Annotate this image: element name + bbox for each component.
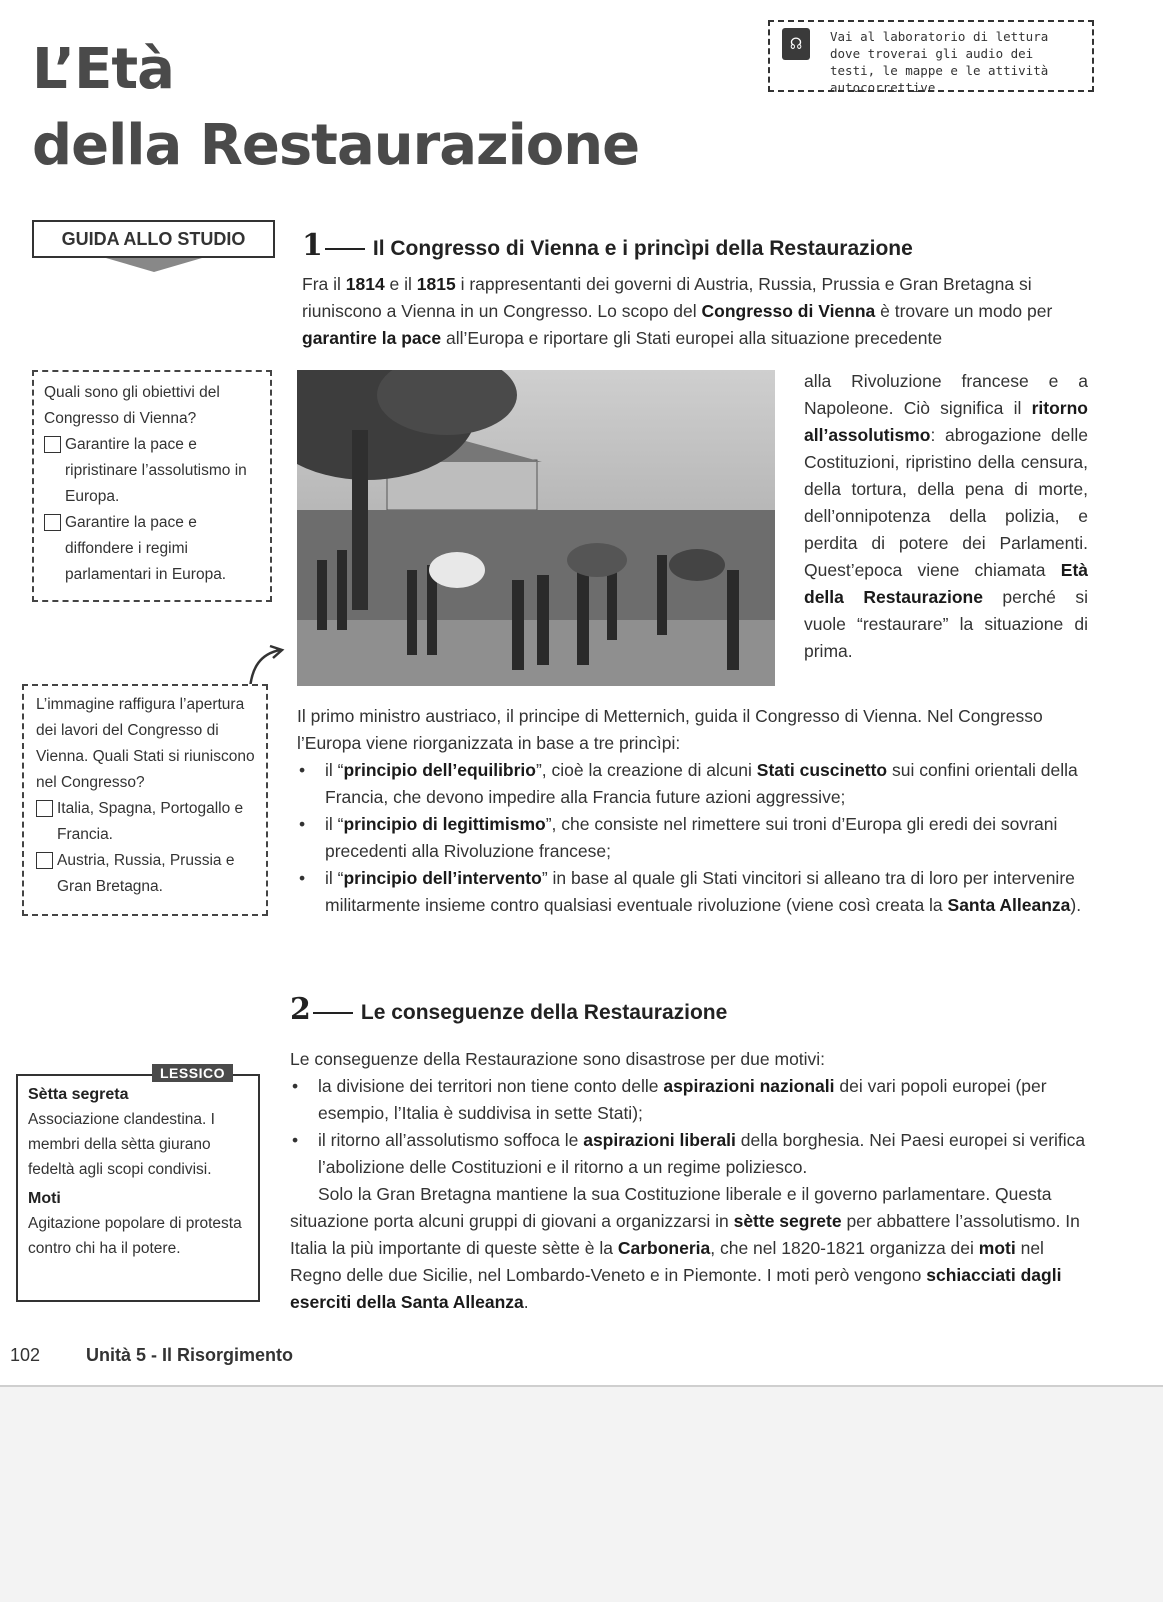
question-1-checkbox-1[interactable] (44, 436, 61, 453)
question-box-2 (22, 684, 268, 916)
principle-legitimism: • il “principio di legittimismo”, che consiste nel rimettere sui troni d’Europa gli eredi dei sovrani precedenti alla Rivoluzione francese; (297, 811, 1092, 865)
glossary-box (16, 1074, 260, 1302)
section-1-rule (325, 248, 365, 250)
page-number: 102 (10, 1345, 41, 1365)
section-1-side-text: alla Rivoluzione francese e a Napoleone. Ciò significa il ritorno all’assolutismo: abrogazione delle Costituzioni, ripristino della censura, della tortura, della pena di morte, dell’onnipotenza della polizia, e perdita di potere dei Parlamenti. Quest’epoca viene chiamata Età della Restaurazione perché si vuole “restaurare” la situazione di prima. (804, 371, 1088, 661)
section-2-text: Le conseguenze della Restaurazione sono disastrose per due motivi: • la divisione dei territori non tiene conto delle aspirazioni nazionali dei vari popoli europei (per esempio, l’Italia è suddivisa in sette Stati); • il ritorno all’assolutismo soffoca le aspirazioni liberali della borghesia. Nei Paesi europei si verifica l’abolizione delle Costituzioni e il ritorno a un regime poliziesco. Solo la Gran Bretagna mantiene la sua Costituzione liberale e il governo parlamentare. Questa situazione porta alcuni gruppi di giovani a organizzarsi in sètte segrete per abbattere l’assolutismo. In Italia la più importante di queste sètte è la Carboneria, che nel 1820-1821 organizza dei moti nel Regno delle due Sicilie, nel Lombardo-Veneto e in Piemonte. I moti però vengono schiacciati dagli eserciti della Santa Alleanza. (290, 1046, 1092, 1316)
title-line-1: L’Età (32, 37, 174, 102)
question-1-checkbox-2[interactable] (44, 514, 61, 531)
section-1-paragraph-1: Fra il 1814 e il 1815 i rappresentanti dei governi di Austria, Russia, Prussia e Gran Bretagna si riuniscono a Vienna in un Congresso. Lo scopo del Congresso di Vienna è trovare un modo per garantire la pace all’Europa e riportare gli Stati europei alla situazione precedente (302, 274, 1053, 348)
engraving-image (297, 370, 775, 686)
consequences-list (290, 1073, 1092, 1181)
question-1-option-1 (44, 432, 260, 510)
page-footer (10, 1345, 293, 1366)
consequence-national: • la divisione dei territori non tiene conto delle aspirazioni nazionali dei vari popoli europei (per esempio, l’Italia è suddivisa in sette Stati); (290, 1073, 1092, 1127)
page-edge (0, 1385, 1163, 1602)
glossary-term-1: Sètta segreta (28, 1086, 129, 1103)
question-2-option-1 (36, 796, 256, 848)
study-guide-arrow (106, 258, 202, 272)
unit-title: Unità 5 - Il Risorgimento (86, 1345, 294, 1365)
title-line-2: della Restaurazione (32, 113, 640, 178)
question-2-checkbox-1[interactable] (36, 800, 53, 817)
question-2-text: L’immagine raffigura l’apertura dei lavori del Congresso di Vienna. Quali Stati si riuniscono nel Congresso? (36, 696, 255, 791)
question-2-option-2 (36, 848, 256, 900)
study-guide-label: GUIDA ALLO STUDIO (32, 220, 275, 258)
question-box-1 (32, 370, 272, 602)
glossary-tag: LESSICO (152, 1064, 233, 1082)
section-2-rule (313, 1012, 353, 1014)
question-2-option-2-label: Austria, Russia, Prussia e Gran Bretagna. (57, 852, 235, 895)
glossary-def-2: Agitazione popolare di protesta contro chi ha il potere. (28, 1215, 242, 1257)
glossary-def-1: Associazione clandestina. I membri della sètta giurano fedeltà agli scopi condivisi. (28, 1111, 215, 1178)
section-1-number: 1 (302, 228, 323, 263)
question-1-text: Quali sono gli obiettivi del Congresso di Vienna? (44, 384, 220, 427)
question-2-checkbox-2[interactable] (36, 852, 53, 869)
question-1-option-2 (44, 510, 260, 588)
reading-lab-note (768, 20, 1094, 95)
section-2-number: 2 (290, 992, 311, 1027)
congress-of-vienna-illustration (297, 370, 775, 686)
page-title (32, 32, 639, 184)
consequence-liberal: • il ritorno all’assolutismo soffoca le aspirazioni liberali della borghesia. Nei Paesi europei si verifica l’abolizione delle Costituzioni e il ritorno a un regime poliziesco. (290, 1127, 1092, 1181)
principle-intervention: • il “principio dell’intervento” in base al quale gli Stati vincitori si alleano tra di loro per intervenire militarmente insieme contro qualsiasi eventuale rivoluzione (viene così creata la Santa Alleanza). (297, 865, 1092, 919)
question-2-option-1-label: Italia, Spagna, Portogallo e Francia. (57, 800, 244, 843)
section-1-title: Il Congresso di Vienna e i princìpi della Restaurazione (372, 237, 913, 260)
headphones-book-icon: ☊ (782, 28, 810, 60)
glossary-term-2: Moti (28, 1190, 61, 1207)
reading-lab-text: Vai al laboratorio di lettura dove troverai gli audio dei testi, le mappe e le attività autocorrettive. (830, 29, 1049, 95)
section-2-heading (290, 992, 727, 1027)
principle-equilibrium: • il “principio dell’equilibrio”, cioè la creazione di alcuni Stati cuscinetto sui confini orientali della Francia, che devono impedire alla Francia future azioni aggressive; (297, 757, 1092, 811)
principles-list (297, 757, 1092, 919)
question-1-option-2-label: Garantire la pace e diffondere i regimi parlamentari in Europa. (65, 514, 227, 583)
section-1-paragraph-2: Il primo ministro austriaco, il principe di Metternich, guida il Congresso di Vienna. Nel Congresso l’Europa viene riorganizzata in base a tre princìpi: • il “principio dell’equilibrio”, cioè la creazione di alcuni Stati cuscinetto sui confini orientali della Francia, che devono impedire alla Francia future azioni aggressive; • il “principio di legittimismo”, che consiste nel rimettere sui troni d’Europa gli eredi dei sovrani precedenti alla Rivoluzione francese; • il “principio dell’intervento” in base al quale gli Stati vincitori si alleano tra di loro per intervenire militarmente insieme contro qualsiasi eventuale rivoluzione (viene così creata la Santa Alleanza). (297, 703, 1092, 919)
section-1-heading (302, 228, 913, 263)
question-1-option-1-label: Garantire la pace e ripristinare l’assolutismo in Europa. (65, 436, 247, 505)
section-2-title: Le conseguenze della Restaurazione (360, 1001, 728, 1024)
